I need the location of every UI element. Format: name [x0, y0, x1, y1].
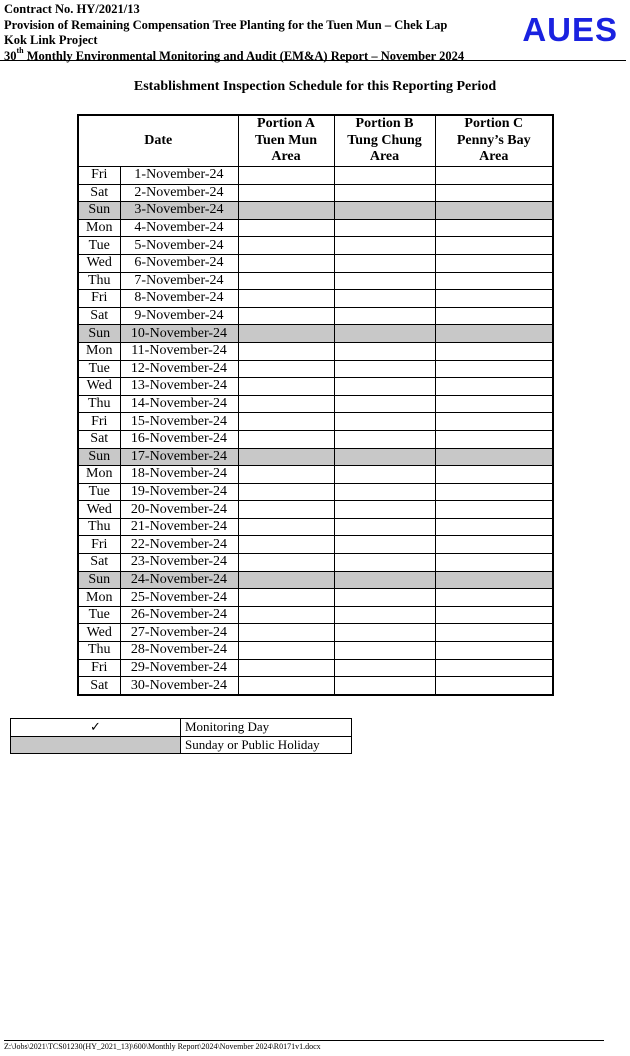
date-cell: 13-November-24 [120, 378, 238, 396]
portion-c-cell [435, 167, 553, 185]
legend-row-monitoring [11, 719, 352, 737]
date-cell: 22-November-24 [120, 536, 238, 554]
table-row [78, 501, 553, 519]
day-cell: Tue [78, 606, 120, 624]
portion-a-cell [238, 501, 334, 519]
portion-a-cell [238, 307, 334, 325]
day-cell: Wed [78, 378, 120, 396]
portion-c-cell [435, 237, 553, 255]
portion-b-cell [334, 677, 435, 695]
holiday-swatch [11, 736, 181, 754]
day-cell: Wed [78, 254, 120, 272]
table-row [78, 536, 553, 554]
table-row [78, 167, 553, 185]
page-header [4, 2, 626, 64]
date-cell: 18-November-24 [120, 466, 238, 484]
footer-divider [4, 1040, 604, 1041]
table-row [78, 413, 553, 431]
date-cell: 8-November-24 [120, 290, 238, 308]
day-cell: Mon [78, 589, 120, 607]
check-icon: ✓ [11, 719, 181, 737]
portion-a-cell [238, 571, 334, 589]
portion-a-cell [238, 554, 334, 572]
day-cell: Fri [78, 536, 120, 554]
portion-a-cell [238, 466, 334, 484]
day-cell: Tue [78, 360, 120, 378]
date-cell: 9-November-24 [120, 307, 238, 325]
day-cell: Thu [78, 395, 120, 413]
portion-a-header-line: Tuen Mun [254, 132, 318, 148]
portion-b-cell [334, 272, 435, 290]
table-row [78, 518, 553, 536]
date-cell: 20-November-24 [120, 501, 238, 519]
portion-c-cell [435, 518, 553, 536]
report-number: 30 [4, 48, 17, 63]
portion-b-cell [334, 254, 435, 272]
portion-c-cell [435, 413, 553, 431]
portion-b-cell [334, 483, 435, 501]
inspection-schedule-table [77, 114, 554, 696]
portion-c-cell [435, 466, 553, 484]
day-cell: Sat [78, 307, 120, 325]
portion-a-cell [238, 677, 334, 695]
legend-monitoring-label: Monitoring Day [181, 719, 352, 737]
portion-a-cell [238, 342, 334, 360]
portion-a-cell [238, 272, 334, 290]
date-cell: 6-November-24 [120, 254, 238, 272]
portion-c-cell [435, 290, 553, 308]
portion-a-cell [238, 589, 334, 607]
day-cell: Mon [78, 342, 120, 360]
table-row [78, 659, 553, 677]
portion-b-cell [334, 448, 435, 466]
day-cell: Mon [78, 466, 120, 484]
table-row [78, 571, 553, 589]
portion-c-cell [435, 342, 553, 360]
day-cell: Mon [78, 219, 120, 237]
portion-c-cell [435, 501, 553, 519]
portion-c-cell [435, 325, 553, 343]
portion-b-cell [334, 342, 435, 360]
table-row [78, 642, 553, 660]
date-cell: 24-November-24 [120, 571, 238, 589]
day-cell: Tue [78, 237, 120, 255]
portion-c-cell [435, 659, 553, 677]
day-cell: Sat [78, 184, 120, 202]
portion-a-cell [238, 430, 334, 448]
portion-a-cell [238, 536, 334, 554]
portion-a-header [238, 115, 334, 167]
table-header-row [78, 115, 553, 167]
report-title [4, 46, 626, 65]
date-cell: 12-November-24 [120, 360, 238, 378]
date-cell: 3-November-24 [120, 202, 238, 220]
portion-c-cell [435, 307, 553, 325]
portion-b-header-line: Portion B [355, 116, 414, 132]
portion-b-header [334, 115, 435, 167]
portion-c-cell [435, 378, 553, 396]
header-divider [0, 60, 626, 61]
table-row [78, 360, 553, 378]
date-cell: 5-November-24 [120, 237, 238, 255]
portion-b-cell [334, 606, 435, 624]
portion-c-cell [435, 272, 553, 290]
portion-a-cell [238, 518, 334, 536]
table-row [78, 290, 553, 308]
project-title-line2: Kok Link Project [4, 33, 98, 47]
portion-a-cell [238, 254, 334, 272]
portion-b-cell [334, 536, 435, 554]
portion-b-cell [334, 184, 435, 202]
portion-a-cell [238, 606, 334, 624]
portion-c-cell [435, 536, 553, 554]
date-cell: 14-November-24 [120, 395, 238, 413]
portion-b-cell [334, 518, 435, 536]
portion-c-header-line: Penny’s Bay [456, 132, 531, 148]
portion-c-cell [435, 448, 553, 466]
portion-b-cell [334, 237, 435, 255]
table-row [78, 254, 553, 272]
table-row [78, 342, 553, 360]
portion-b-cell [334, 307, 435, 325]
portion-b-cell [334, 413, 435, 431]
portion-b-cell [334, 325, 435, 343]
day-cell: Thu [78, 272, 120, 290]
portion-a-header-line: Area [271, 149, 301, 165]
day-cell: Tue [78, 483, 120, 501]
portion-b-cell [334, 659, 435, 677]
portion-a-cell [238, 167, 334, 185]
portion-a-cell [238, 325, 334, 343]
day-cell: Sat [78, 677, 120, 695]
day-cell: Wed [78, 501, 120, 519]
day-cell: Sat [78, 554, 120, 572]
portion-b-header-line: Tung Chung [347, 132, 422, 148]
day-cell: Wed [78, 624, 120, 642]
day-cell: Thu [78, 642, 120, 660]
portion-a-cell [238, 395, 334, 413]
portion-c-cell [435, 202, 553, 220]
table-row [78, 219, 553, 237]
portion-b-cell [334, 466, 435, 484]
portion-a-cell [238, 642, 334, 660]
portion-a-cell [238, 202, 334, 220]
portion-c-cell [435, 642, 553, 660]
table-row [78, 237, 553, 255]
portion-a-cell [238, 219, 334, 237]
portion-c-header-line: Portion C [464, 116, 524, 132]
table-row [78, 624, 553, 642]
table-row [78, 606, 553, 624]
table-row [78, 395, 553, 413]
portion-b-cell [334, 290, 435, 308]
table-row [78, 448, 553, 466]
portion-a-cell [238, 448, 334, 466]
portion-c-cell [435, 589, 553, 607]
portion-c-header [435, 115, 553, 167]
date-cell: 29-November-24 [120, 659, 238, 677]
portion-b-cell [334, 571, 435, 589]
portion-a-cell [238, 360, 334, 378]
portion-c-cell [435, 554, 553, 572]
portion-b-cell [334, 219, 435, 237]
date-cell: 7-November-24 [120, 272, 238, 290]
day-cell: Sun [78, 571, 120, 589]
date-cell: 30-November-24 [120, 677, 238, 695]
day-cell: Fri [78, 290, 120, 308]
table-row [78, 202, 553, 220]
portion-b-cell [334, 395, 435, 413]
portion-b-header-line: Area [369, 149, 400, 165]
table-row [78, 483, 553, 501]
day-cell: Sun [78, 325, 120, 343]
portion-b-cell [334, 624, 435, 642]
day-cell: Fri [78, 167, 120, 185]
day-cell: Fri [78, 659, 120, 677]
date-cell: 15-November-24 [120, 413, 238, 431]
day-cell: Sun [78, 202, 120, 220]
table-row [78, 307, 553, 325]
footer-file-path: Z:\Jobs\2021\TCS01230(HY_2021_13)\600\Monthly Report\2024\November 2024\R0171v1.docx [4, 1042, 321, 1051]
legend-holiday-label: Sunday or Public Holiday [181, 736, 352, 754]
date-cell: 26-November-24 [120, 606, 238, 624]
aues-logo: AUES [522, 11, 618, 48]
portion-c-cell [435, 254, 553, 272]
report-title-rest: Monthly Environmental Monitoring and Audit (EM&A) Report – November 2024 [23, 48, 465, 63]
portion-b-cell [334, 554, 435, 572]
portion-b-cell [334, 360, 435, 378]
date-header: Date [78, 115, 238, 167]
portion-b-cell [334, 501, 435, 519]
date-cell: 1-November-24 [120, 167, 238, 185]
portion-a-cell [238, 378, 334, 396]
portion-a-cell [238, 659, 334, 677]
contract-number: Contract No. HY/2021/13 [4, 2, 140, 16]
portion-a-cell [238, 483, 334, 501]
portion-c-cell [435, 430, 553, 448]
portion-b-cell [334, 202, 435, 220]
date-cell: 25-November-24 [120, 589, 238, 607]
date-cell: 21-November-24 [120, 518, 238, 536]
date-cell: 2-November-24 [120, 184, 238, 202]
portion-c-cell [435, 571, 553, 589]
portion-a-cell [238, 290, 334, 308]
portion-b-cell [334, 642, 435, 660]
table-row [78, 677, 553, 695]
table-row [78, 589, 553, 607]
portion-c-header-line: Area [479, 149, 509, 165]
portion-c-cell [435, 395, 553, 413]
table-row [78, 184, 553, 202]
table-row [78, 325, 553, 343]
date-cell: 11-November-24 [120, 342, 238, 360]
day-cell: Thu [78, 518, 120, 536]
schedule-body [78, 167, 553, 695]
portion-c-cell [435, 483, 553, 501]
legend-row-holiday [11, 736, 352, 754]
table-row [78, 378, 553, 396]
portion-a-header-line: Portion A [257, 116, 315, 132]
table-row [78, 466, 553, 484]
date-cell: 4-November-24 [120, 219, 238, 237]
portion-c-cell [435, 677, 553, 695]
portion-a-cell [238, 624, 334, 642]
portion-c-cell [435, 360, 553, 378]
date-cell: 16-November-24 [120, 430, 238, 448]
portion-c-cell [435, 606, 553, 624]
date-cell: 19-November-24 [120, 483, 238, 501]
day-cell: Sun [78, 448, 120, 466]
table-row [78, 272, 553, 290]
portion-b-cell [334, 378, 435, 396]
day-cell: Fri [78, 413, 120, 431]
legend-table [10, 718, 352, 754]
portion-a-cell [238, 413, 334, 431]
project-title-line1: Provision of Remaining Compensation Tree Planting for the Tuen Mun – Chek Lap [4, 17, 448, 32]
portion-a-cell [238, 237, 334, 255]
portion-a-cell [238, 184, 334, 202]
portion-c-cell [435, 219, 553, 237]
date-cell: 23-November-24 [120, 554, 238, 572]
portion-b-cell [334, 167, 435, 185]
date-cell: 27-November-24 [120, 624, 238, 642]
portion-b-cell [334, 430, 435, 448]
section-title: Establishment Inspection Schedule for this Reporting Period [133, 79, 497, 94]
date-cell: 10-November-24 [120, 325, 238, 343]
table-row [78, 554, 553, 572]
portion-c-cell [435, 624, 553, 642]
date-cell: 17-November-24 [120, 448, 238, 466]
portion-c-cell [435, 184, 553, 202]
table-row [78, 430, 553, 448]
report-number-suffix: th [16, 46, 24, 56]
portion-b-cell [334, 589, 435, 607]
day-cell: Sat [78, 430, 120, 448]
date-cell: 28-November-24 [120, 642, 238, 660]
